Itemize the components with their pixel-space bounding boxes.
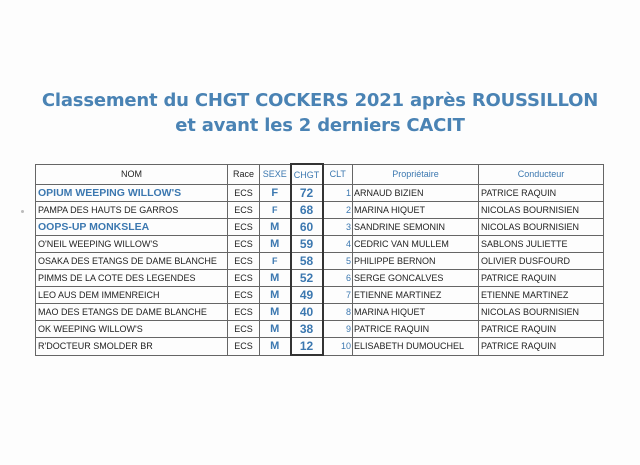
cell-sexe: M [260,304,291,321]
cell-sexe: F [260,185,291,202]
cell-chgt: 72 [291,185,323,202]
cell-sexe: M [260,338,291,356]
header-proprietaire: Propriétaire [353,164,479,185]
cell-sexe: F [260,253,291,270]
cell-chgt: 49 [291,287,323,304]
table-row [36,185,604,202]
cell-race: ECS [228,287,260,304]
header-sexe: SEXE [260,164,291,185]
cell-conducteur: NICOLAS BOURNISIEN [479,202,604,219]
header-clt: CLT [323,164,353,185]
cell-proprietaire: PHILIPPE BERNON [353,253,479,270]
cell-chgt: 68 [291,202,323,219]
cell-nom: MAO DES ETANGS DE DAME BLANCHE [36,304,228,321]
document-title: Classement du CHGT COCKERS 2021 après ROUSSILLON [41,90,599,111]
cell-proprietaire: CEDRIC VAN MULLEM [353,236,479,253]
cell-clt: 2 [323,202,353,219]
cell-proprietaire: SANDRINE SEMONIN [353,219,479,236]
cell-nom: PIMMS DE LA COTE DES LEGENDES [36,270,228,287]
cell-sexe: M [260,236,291,253]
cell-conducteur: PATRICE RAQUIN [479,338,604,356]
cell-clt: 6 [323,270,353,287]
cell-race: ECS [228,185,260,202]
cell-sexe: F [260,202,291,219]
cell-nom: OPIUM WEEPING WILLOW'S [36,185,228,202]
cell-nom: PAMPA DES HAUTS DE GARROS [36,202,228,219]
cell-sexe: M [260,270,291,287]
cell-race: ECS [228,270,260,287]
table-row [36,253,604,270]
table-row [36,219,604,236]
cell-proprietaire: ETIENNE MARTINEZ [353,287,479,304]
ranking-table [35,163,604,356]
cell-proprietaire: ARNAUD BIZIEN [353,185,479,202]
cell-nom: O'NEIL WEEPING WILLOW'S [36,236,228,253]
cell-nom: OSAKA DES ETANGS DE DAME BLANCHE [36,253,228,270]
cell-proprietaire: MARINA HIQUET [353,202,479,219]
scan-speck [21,210,24,213]
cell-conducteur: PATRICE RAQUIN [479,185,604,202]
cell-proprietaire: ELISABETH DUMOUCHEL [353,338,479,356]
cell-chgt: 40 [291,304,323,321]
cell-clt: 4 [323,236,353,253]
table-row [36,287,604,304]
cell-clt: 10 [323,338,353,356]
table-row [36,338,604,356]
table-row [36,202,604,219]
header-conducteur: Conducteur [479,164,604,185]
cell-clt: 8 [323,304,353,321]
header-nom: NOM [36,164,228,185]
cell-chgt: 59 [291,236,323,253]
cell-conducteur: PATRICE RAQUIN [479,270,604,287]
cell-conducteur: PATRICE RAQUIN [479,321,604,338]
cell-nom: LEO AUS DEM IMMENREICH [36,287,228,304]
cell-clt: 9 [323,321,353,338]
cell-race: ECS [228,304,260,321]
cell-proprietaire: MARINA HIQUET [353,304,479,321]
header-chgt: CHGT [291,164,323,185]
cell-race: ECS [228,253,260,270]
cell-nom: R'DOCTEUR SMOLDER BR [36,338,228,356]
table-row [36,304,604,321]
cell-clt: 3 [323,219,353,236]
cell-clt: 1 [323,185,353,202]
table-row [36,270,604,287]
cell-chgt: 52 [291,270,323,287]
table-header-row [36,164,604,185]
cell-clt: 7 [323,287,353,304]
cell-sexe: M [260,287,291,304]
cell-race: ECS [228,236,260,253]
cell-chgt: 58 [291,253,323,270]
cell-sexe: M [260,321,291,338]
cell-race: ECS [228,219,260,236]
cell-proprietaire: PATRICE RAQUIN [353,321,479,338]
cell-conducteur: ETIENNE MARTINEZ [479,287,604,304]
table-row [36,236,604,253]
cell-nom: OOPS-UP MONKSLEA [36,219,228,236]
cell-nom: OK WEEPING WILLOW'S [36,321,228,338]
cell-proprietaire: SERGE GONCALVES [353,270,479,287]
cell-sexe: M [260,219,291,236]
cell-conducteur: OLIVIER DUSFOURD [479,253,604,270]
cell-race: ECS [228,321,260,338]
cell-race: ECS [228,338,260,356]
cell-chgt: 38 [291,321,323,338]
cell-chgt: 12 [291,338,323,356]
cell-clt: 5 [323,253,353,270]
cell-conducteur: NICOLAS BOURNISIEN [479,219,604,236]
cell-conducteur: SABLONS JULIETTE [479,236,604,253]
table-row [36,321,604,338]
cell-chgt: 60 [291,219,323,236]
cell-conducteur: NICOLAS BOURNISIEN [479,304,604,321]
cell-race: ECS [228,202,260,219]
header-race: Race [228,164,260,185]
table-body [36,185,604,356]
document-subtitle: et avant les 2 derniers CACIT [175,115,465,136]
